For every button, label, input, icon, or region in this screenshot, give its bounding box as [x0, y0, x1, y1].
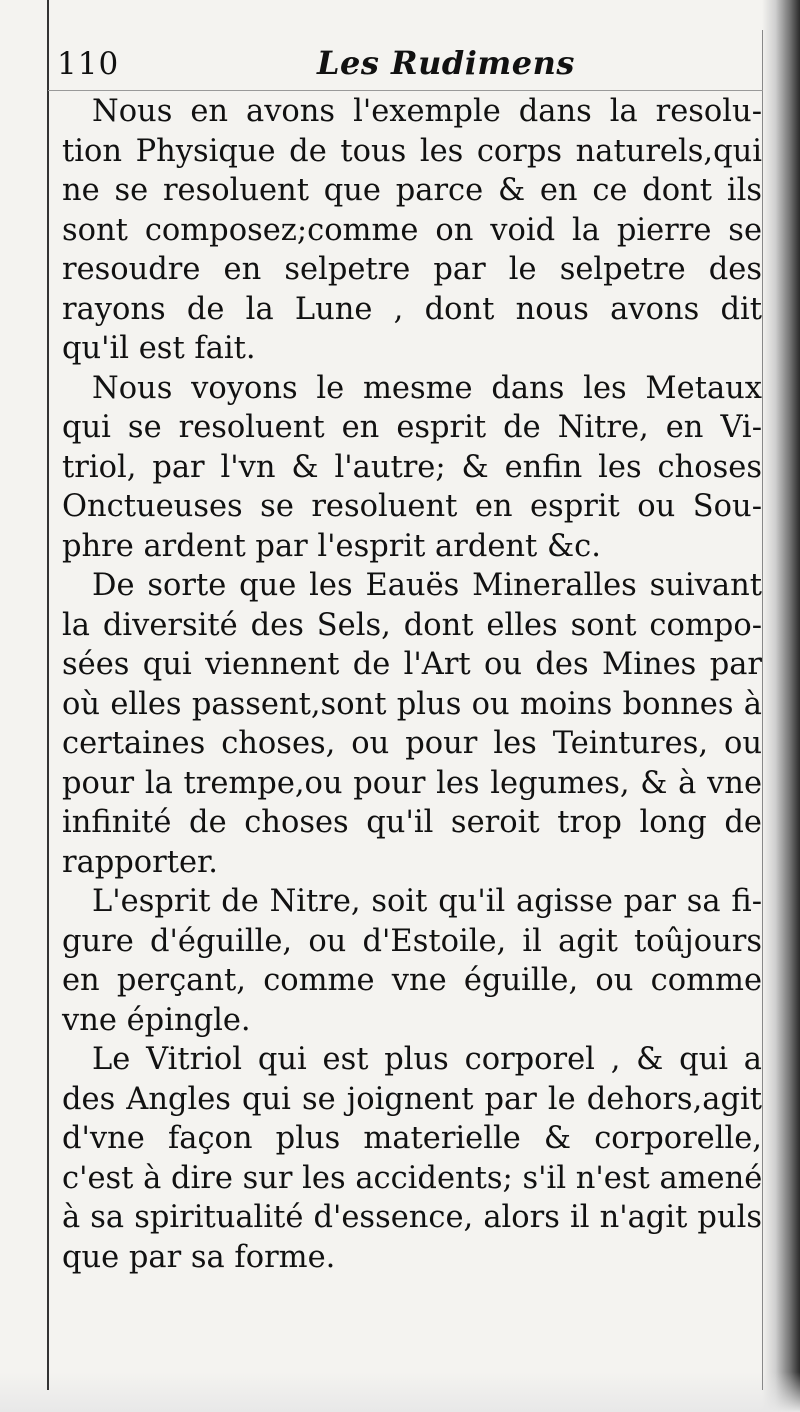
page-header	[55, 40, 755, 92]
text-line: Le Vitriol qui est plus corporel , & qui a	[92, 1042, 762, 1077]
text-line: certaines choses, ou pour les Teintures, ou	[62, 726, 762, 761]
text-line: en perçant, comme vne éguille, ou comme	[62, 963, 762, 998]
text-line: Nous en avons l'exemple dans la resolu-	[92, 94, 762, 129]
text-line: rapporter.	[62, 844, 218, 880]
text-line: vne épingle.	[62, 1002, 251, 1038]
page-number: 110	[57, 46, 120, 82]
text-line: De sorte que les Eauës Mineralles suivant	[92, 568, 762, 603]
binding-gutter-shadow	[762, 0, 800, 1412]
text-line: tion Physique de tous les corps naturels,qui	[62, 133, 762, 169]
right-frame-rule	[762, 30, 763, 1390]
text-line: triol, par l'vn & l'autre; & enfin les choses	[62, 449, 762, 485]
running-title: Les Rudimens	[317, 44, 575, 82]
text-line: Onctueuses se resoluent en esprit ou Sou-	[62, 489, 762, 524]
text-line: sont composez;comme on void la pierre se	[62, 212, 762, 248]
text-body	[62, 92, 762, 1277]
text-line: pour la trempe,ou pour les legumes, & à vne	[62, 765, 762, 801]
text-line: qui se resoluent en esprit de Nitre, en Vi-	[62, 410, 762, 445]
paragraph-3	[62, 566, 762, 882]
text-line: sées qui viennent de l'Art ou des Mines par	[62, 647, 762, 682]
left-frame-rule	[47, 0, 49, 1390]
text-line: phre ardent par l'esprit ardent &c.	[62, 528, 601, 564]
text-line: gure d'éguille, ou d'Estoile, il agit toûjours	[62, 923, 762, 959]
text-line: qu'il est fait.	[62, 331, 256, 366]
text-line: resoudre en selpetre par le selpetre des	[62, 252, 762, 287]
paragraph-2	[62, 369, 762, 567]
text-line: des Angles qui se joignent par le dehors,agit	[62, 1081, 762, 1117]
paragraph-5	[62, 1040, 762, 1277]
paragraph-4	[62, 882, 762, 1040]
text-line: c'est à dire sur les accidents; s'il n'est amené	[62, 1160, 763, 1196]
text-line: rayons de la Lune , dont nous avons dit	[62, 291, 762, 327]
paragraph-1	[62, 92, 762, 369]
text-line: la diversité des Sels, dont elles sont compo-	[62, 607, 762, 643]
text-line: que par sa forme.	[62, 1239, 336, 1275]
text-line: d'vne façon plus materielle & corporelle,	[62, 1121, 762, 1156]
text-line: où elles passent,sont plus ou moins bonnes à	[62, 686, 762, 722]
text-line: ne se resoluent que parce & en ce dont ils	[62, 173, 762, 208]
text-line: à sa spiritualité d'essence, alors il n'agit puls	[62, 1200, 762, 1235]
text-line: Nous voyons le mesme dans les Metaux	[92, 370, 762, 406]
page-bottom-shade	[0, 1372, 800, 1412]
text-line: infinité de choses qu'il seroit trop long de	[62, 805, 762, 840]
text-line: L'esprit de Nitre, soit qu'il agisse par sa fi-	[92, 884, 762, 919]
